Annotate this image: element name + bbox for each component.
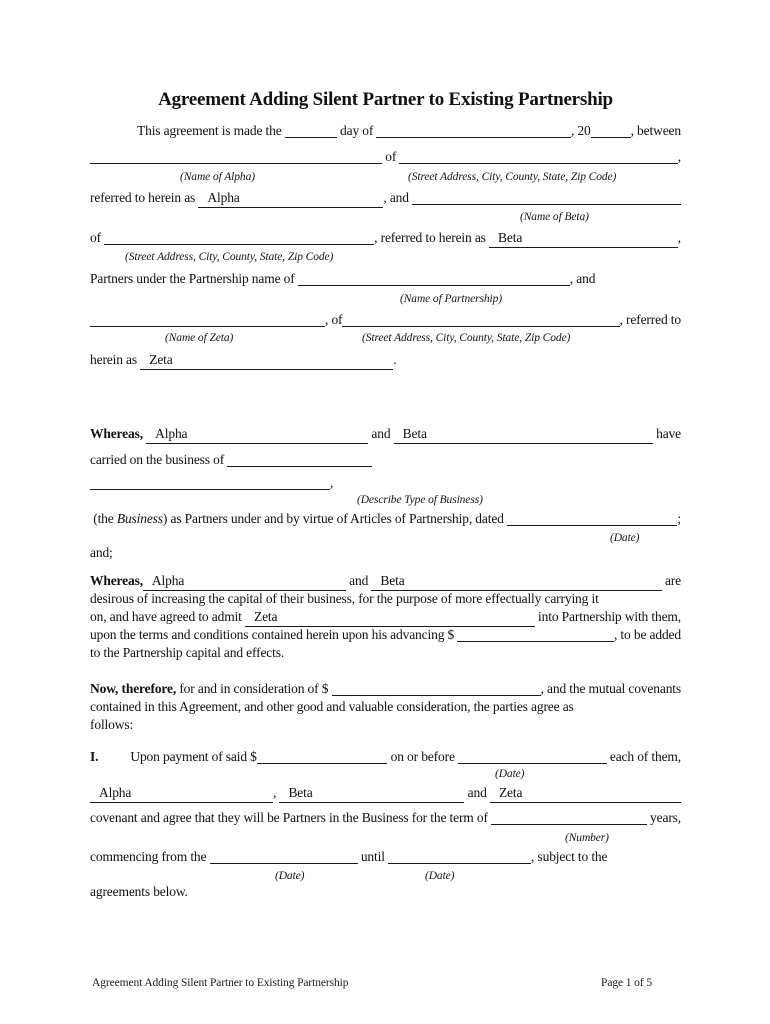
- blank-field[interactable]: [104, 244, 374, 245]
- blank-field[interactable]: Beta: [371, 573, 661, 591]
- footer-document-title: Agreement Adding Silent Partner to Existing Partnership: [92, 977, 349, 989]
- field-caption: (Describe Type of Business): [357, 494, 483, 506]
- blank-field[interactable]: [257, 763, 388, 764]
- text-segment: years,: [646, 810, 681, 825]
- document-line: [90, 186, 681, 210]
- blank-field[interactable]: Beta: [489, 230, 678, 248]
- document-body: [90, 88, 681, 901]
- text-segment: and: [464, 785, 490, 800]
- caption-line: [90, 531, 681, 545]
- field-caption: (Date): [495, 768, 525, 780]
- field-caption: (Name of Alpha): [180, 171, 255, 183]
- document-line: [90, 473, 681, 493]
- text-segment: ) as Partners under and by virtue of Articles of Partnership, dated: [162, 511, 507, 526]
- text-segment: (the: [90, 511, 117, 526]
- blank-field[interactable]: [90, 489, 330, 490]
- blank-field[interactable]: Beta: [279, 785, 464, 803]
- text-segment: Whereas,: [90, 573, 143, 588]
- document-line: [90, 572, 681, 590]
- page-footer: [92, 977, 652, 989]
- blank-field[interactable]: [342, 326, 619, 327]
- document-line: [90, 507, 681, 531]
- text-segment: herein as: [90, 352, 141, 367]
- text-segment: ;: [677, 511, 681, 526]
- text-segment: , of: [325, 312, 343, 327]
- field-caption: (Street Address, City, County, State, Zip Code): [125, 251, 334, 263]
- blank-field[interactable]: [399, 163, 677, 164]
- blank-field[interactable]: Alpha: [198, 190, 383, 208]
- text-segment: commencing from the: [90, 849, 210, 864]
- text-segment: ,: [273, 785, 280, 800]
- document-line: [90, 266, 681, 292]
- document-line: [90, 883, 681, 901]
- document-line: [90, 698, 681, 716]
- blank-field[interactable]: [458, 763, 607, 764]
- text-segment: on or before: [387, 749, 459, 764]
- document-line: [90, 805, 681, 831]
- field-caption: (Street Address, City, County, State, Zip Code): [362, 332, 571, 344]
- text-segment: each of them,: [606, 749, 681, 764]
- document-line: [90, 845, 681, 869]
- field-caption: (Number): [565, 832, 609, 844]
- text-segment: , and: [383, 190, 413, 205]
- field-caption: (Street Address, City, County, State, Zip Code): [408, 171, 617, 183]
- text-segment: , to be added: [613, 627, 681, 642]
- text-segment: , subject to the: [531, 849, 608, 864]
- blank-field[interactable]: [412, 204, 681, 205]
- text-segment: Partners under the Partnership name of: [90, 271, 298, 286]
- blank-field[interactable]: Zeta: [245, 609, 535, 627]
- text-segment: This agreement is made the: [137, 123, 285, 138]
- text-segment: covenant and agree that they will be Partners in the Business for the term of: [90, 810, 492, 825]
- document-line: [90, 545, 681, 561]
- blank-field[interactable]: [591, 137, 631, 138]
- text-segment: desirous of increasing the capital of their business, for the purpose of more effectually carrying it: [90, 591, 599, 606]
- caption-line: [90, 869, 681, 883]
- text-segment: , referred to herein as: [374, 230, 490, 245]
- document-line: [90, 626, 681, 644]
- caption-line: [90, 170, 681, 186]
- document-line: [90, 716, 681, 734]
- text-segment: and: [368, 426, 394, 441]
- caption-line: [90, 831, 681, 845]
- document-line: [90, 144, 681, 170]
- text-segment: until: [357, 849, 389, 864]
- blank-field[interactable]: Alpha: [90, 785, 273, 803]
- document-line: [90, 308, 681, 331]
- text-segment: of: [382, 149, 400, 164]
- text-segment: to the Partnership capital and effects.: [90, 645, 285, 660]
- blank-field[interactable]: Zeta: [140, 352, 393, 370]
- text-segment: , 20: [570, 123, 591, 138]
- document-line: [90, 644, 681, 662]
- text-segment: , and: [569, 271, 596, 286]
- blank-field[interactable]: [227, 466, 372, 467]
- field-caption: (Name of Zeta): [165, 332, 234, 344]
- text-segment: of: [90, 230, 105, 245]
- text-segment: agreements below.: [90, 884, 188, 899]
- caption-line: [90, 210, 681, 226]
- blank-field[interactable]: [491, 824, 647, 825]
- text-segment: , between: [630, 123, 681, 138]
- text-segment: and: [345, 573, 372, 588]
- text-segment: upon the terms and conditions contained herein upon his advancing $: [90, 627, 458, 642]
- blank-field[interactable]: [285, 137, 337, 138]
- document-line: [90, 781, 681, 805]
- text-segment: contained in this Agreement, and other good and valuable consideration, the parties agree as: [90, 699, 574, 714]
- blank-field[interactable]: [298, 285, 570, 286]
- text-segment: ,: [330, 475, 334, 490]
- text-segment: Whereas,: [90, 426, 143, 441]
- text-segment: into Partnership with them,: [534, 609, 681, 624]
- document-lines: [90, 118, 681, 901]
- blank-field[interactable]: Alpha: [143, 573, 346, 591]
- blank-field[interactable]: [332, 695, 541, 696]
- document-line: [90, 421, 681, 447]
- caption-line: [90, 767, 681, 781]
- blank-field[interactable]: [210, 863, 358, 864]
- text-segment: ,: [677, 149, 681, 164]
- caption-line: [90, 250, 681, 266]
- text-segment: ,: [677, 230, 681, 245]
- text-segment: are: [661, 573, 681, 588]
- text-segment: and;: [90, 545, 113, 560]
- field-caption: (Name of Beta): [520, 211, 589, 223]
- text-segment: on, and have agreed to admit: [90, 609, 245, 624]
- text-segment: referred to herein as: [90, 190, 199, 205]
- footer-page-number: Page 1 of 5: [601, 977, 652, 989]
- blank-field[interactable]: [376, 137, 571, 138]
- blank-field[interactable]: Zeta: [490, 785, 681, 803]
- text-segment: for and in consideration of $: [176, 681, 332, 696]
- blank-field[interactable]: [90, 326, 325, 327]
- text-segment: day of: [336, 123, 377, 138]
- text-segment: , referred to: [619, 312, 681, 327]
- field-caption: (Date): [425, 870, 455, 882]
- document-line: [90, 447, 681, 473]
- caption-line: [90, 292, 681, 308]
- blank-field[interactable]: Beta: [394, 426, 653, 444]
- text-segment: have: [652, 426, 681, 441]
- text-segment: follows:: [90, 717, 134, 732]
- text-segment: , and the mutual covenants: [540, 681, 681, 696]
- caption-line: [90, 493, 681, 507]
- blank-field[interactable]: [388, 863, 531, 864]
- blank-field[interactable]: [90, 163, 382, 164]
- document-line: [90, 747, 681, 767]
- text-segment: Now, therefore,: [90, 681, 177, 696]
- document-line: [90, 608, 681, 626]
- page-title: Agreement Adding Silent Partner to Existing Partnership: [158, 89, 613, 110]
- text-segment: Upon payment of said $: [130, 749, 257, 764]
- document-line: [90, 118, 681, 144]
- field-caption: (Date): [610, 532, 640, 544]
- document-line: [90, 680, 681, 698]
- caption-line: [90, 331, 681, 347]
- text-segment: carried on the business of: [90, 452, 228, 467]
- text-segment: I.: [90, 749, 99, 764]
- document-line: [90, 226, 681, 250]
- field-caption: (Name of Partnership): [400, 293, 503, 305]
- blank-field[interactable]: Alpha: [146, 426, 368, 444]
- document-line: [90, 590, 681, 608]
- blank-field[interactable]: [457, 641, 614, 642]
- blank-field[interactable]: [507, 525, 677, 526]
- text-segment: Business: [116, 511, 163, 526]
- text-segment: .: [393, 352, 397, 367]
- field-caption: (Date): [275, 870, 305, 882]
- document-line: [90, 347, 681, 372]
